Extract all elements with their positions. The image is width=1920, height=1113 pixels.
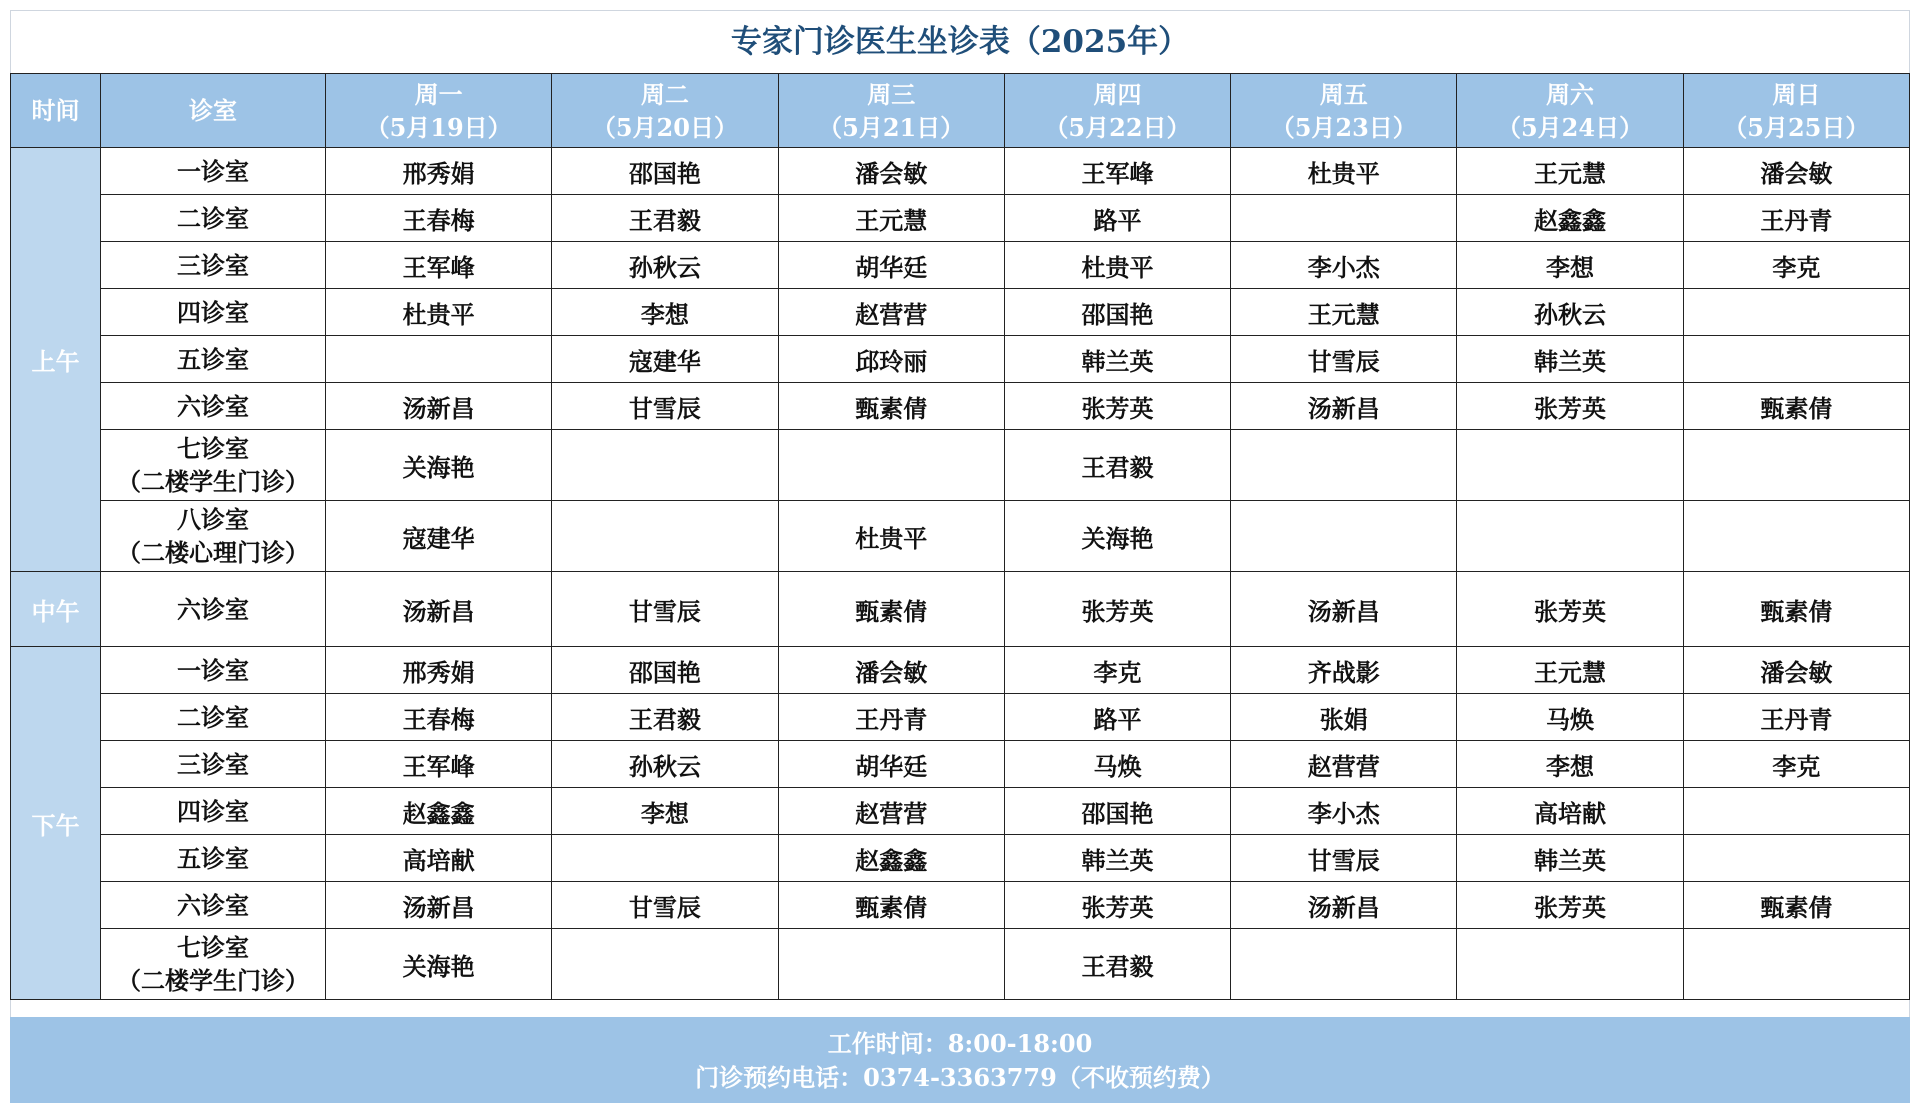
day-header xyxy=(1683,74,1909,148)
doctor-cell: 邱玲丽 xyxy=(778,336,1004,383)
day-date: （5月19日） xyxy=(365,112,512,142)
schedule-row xyxy=(11,383,1910,430)
doctor-cell: 潘会敏 xyxy=(1683,647,1909,694)
room-name: 八诊室 xyxy=(177,505,249,534)
doctor-cell: 王丹青 xyxy=(778,694,1004,741)
doctor-cell: 马焕 xyxy=(1004,741,1230,788)
room-header: 诊室 xyxy=(101,74,326,148)
room-cell xyxy=(101,430,326,501)
doctor-cell: 李想 xyxy=(552,289,778,336)
room-note: （二楼学生门诊） xyxy=(117,966,309,995)
doctor-cell: 赵营营 xyxy=(1231,741,1457,788)
doctor-cell: 孙秋云 xyxy=(552,242,778,289)
doctor-cell: 甘雪辰 xyxy=(1231,336,1457,383)
room-cell xyxy=(101,647,326,694)
doctor-cell: 邵国艳 xyxy=(552,647,778,694)
day-name: 周五 xyxy=(1319,79,1368,109)
room-cell xyxy=(101,501,326,572)
room-cell xyxy=(101,383,326,430)
doctor-cell: 关海艳 xyxy=(326,430,552,501)
doctor-cell: 王丹青 xyxy=(1683,195,1909,242)
working-hours: 工作时间：8:00-18:00 xyxy=(827,1029,1093,1058)
doctor-cell: 潘会敏 xyxy=(778,647,1004,694)
doctor-cell: 杜贵平 xyxy=(1004,242,1230,289)
doctor-cell: 胡华廷 xyxy=(778,242,1004,289)
room-name: 六诊室 xyxy=(177,391,249,421)
room-name: 五诊室 xyxy=(177,344,249,374)
doctor-cell: 潘会敏 xyxy=(1683,148,1909,195)
doctor-cell: 齐战影 xyxy=(1231,647,1457,694)
doctor-cell: 张芳英 xyxy=(1457,882,1683,929)
schedule-row xyxy=(11,501,1910,572)
room-name: 二诊室 xyxy=(177,203,249,233)
doctor-cell: 张娟 xyxy=(1231,694,1457,741)
doctor-cell xyxy=(1683,929,1909,1000)
doctor-cell: 韩兰英 xyxy=(1004,835,1230,882)
doctor-cell xyxy=(552,835,778,882)
doctor-cell xyxy=(1683,501,1909,572)
room-cell xyxy=(101,195,326,242)
schedule-table xyxy=(10,73,1910,1000)
doctor-cell: 张芳英 xyxy=(1004,572,1230,647)
doctor-cell xyxy=(1231,501,1457,572)
schedule-row xyxy=(11,572,1910,647)
doctor-cell xyxy=(1231,929,1457,1000)
schedule-row xyxy=(11,148,1910,195)
doctor-cell: 李想 xyxy=(552,788,778,835)
day-date: （5月24日） xyxy=(1496,112,1644,142)
day-date: （5月21日） xyxy=(818,112,965,142)
doctor-cell: 王元慧 xyxy=(778,195,1004,242)
doctor-cell: 寇建华 xyxy=(552,336,778,383)
doctor-cell: 邵国艳 xyxy=(1004,289,1230,336)
doctor-cell: 孙秋云 xyxy=(1457,289,1683,336)
doctor-cell xyxy=(1457,430,1683,501)
schedule-row xyxy=(11,430,1910,501)
doctor-cell xyxy=(552,501,778,572)
doctor-cell: 孙秋云 xyxy=(552,741,778,788)
doctor-cell xyxy=(1231,430,1457,501)
doctor-cell: 张芳英 xyxy=(1004,383,1230,430)
doctor-cell xyxy=(1457,501,1683,572)
doctor-cell: 王君毅 xyxy=(1004,929,1230,1000)
doctor-cell: 甘雪辰 xyxy=(1231,835,1457,882)
room-note: （二楼学生门诊） xyxy=(117,467,309,496)
day-name: 周一 xyxy=(414,79,463,109)
doctor-cell: 高培献 xyxy=(1457,788,1683,835)
doctor-cell: 王元慧 xyxy=(1457,647,1683,694)
schedule-row xyxy=(11,242,1910,289)
doctor-cell: 甄素倩 xyxy=(1683,383,1909,430)
schedule-row xyxy=(11,195,1910,242)
doctor-cell: 韩兰英 xyxy=(1457,336,1683,383)
room-name: 三诊室 xyxy=(177,749,249,779)
doctor-cell xyxy=(552,430,778,501)
doctor-cell: 胡华廷 xyxy=(778,741,1004,788)
doctor-cell xyxy=(1683,788,1909,835)
room-name: 一诊室 xyxy=(177,655,249,685)
doctor-cell: 韩兰英 xyxy=(1004,336,1230,383)
doctor-cell: 赵鑫鑫 xyxy=(1457,195,1683,242)
schedule-row xyxy=(11,929,1910,1000)
day-header xyxy=(1004,74,1230,148)
doctor-cell: 马焕 xyxy=(1457,694,1683,741)
doctor-cell: 邵国艳 xyxy=(1004,788,1230,835)
doctor-cell: 李想 xyxy=(1457,242,1683,289)
header-row xyxy=(11,74,1910,148)
period-label: 上午 xyxy=(11,148,101,572)
doctor-cell: 路平 xyxy=(1004,694,1230,741)
doctor-cell: 王君毅 xyxy=(552,195,778,242)
schedule-row xyxy=(11,647,1910,694)
day-header xyxy=(1457,74,1683,148)
day-header xyxy=(1231,74,1457,148)
doctor-cell: 李小杰 xyxy=(1231,242,1457,289)
doctor-cell: 张芳英 xyxy=(1457,572,1683,647)
schedule-body xyxy=(11,148,1910,1000)
room-cell xyxy=(101,788,326,835)
doctor-cell: 甄素倩 xyxy=(1683,882,1909,929)
room-cell xyxy=(101,242,326,289)
room-name: 六诊室 xyxy=(177,890,249,920)
room-cell xyxy=(101,929,326,1000)
schedule-row xyxy=(11,835,1910,882)
schedule-row xyxy=(11,694,1910,741)
period-label: 下午 xyxy=(11,647,101,1000)
doctor-cell: 李小杰 xyxy=(1231,788,1457,835)
doctor-cell: 李克 xyxy=(1004,647,1230,694)
day-date: （5月23日） xyxy=(1270,112,1417,142)
doctor-cell xyxy=(778,929,1004,1000)
appointment-phone: 门诊预约电话：0374-3363779（不收预约费） xyxy=(695,1063,1225,1092)
doctor-cell: 赵营营 xyxy=(778,788,1004,835)
day-name: 周四 xyxy=(1093,79,1142,109)
doctor-cell: 寇建华 xyxy=(326,501,552,572)
doctor-cell xyxy=(552,929,778,1000)
doctor-cell: 王军峰 xyxy=(326,741,552,788)
room-cell xyxy=(101,835,326,882)
doctor-cell: 甘雪辰 xyxy=(552,383,778,430)
doctor-cell: 关海艳 xyxy=(326,929,552,1000)
time-header: 时间 xyxy=(11,74,101,148)
room-name: 四诊室 xyxy=(177,297,249,327)
doctor-cell: 王军峰 xyxy=(326,242,552,289)
doctor-cell: 赵鑫鑫 xyxy=(326,788,552,835)
doctor-cell: 高培献 xyxy=(326,835,552,882)
room-name: 四诊室 xyxy=(177,796,249,826)
doctor-cell: 甄素倩 xyxy=(778,572,1004,647)
room-name: 三诊室 xyxy=(177,250,249,280)
schedule-row xyxy=(11,336,1910,383)
doctor-cell: 甘雪辰 xyxy=(552,882,778,929)
doctor-cell: 路平 xyxy=(1004,195,1230,242)
room-name: 一诊室 xyxy=(177,156,249,186)
period-label: 中午 xyxy=(11,572,101,647)
doctor-cell xyxy=(1683,289,1909,336)
page-title: 专家门诊医生坐诊表（2025年） xyxy=(730,24,1190,60)
day-header xyxy=(326,74,552,148)
doctor-cell: 王元慧 xyxy=(1457,148,1683,195)
day-header xyxy=(778,74,1004,148)
doctor-cell xyxy=(1683,430,1909,501)
doctor-cell: 汤新昌 xyxy=(326,383,552,430)
room-name: 六诊室 xyxy=(177,594,249,624)
doctor-cell: 赵鑫鑫 xyxy=(778,835,1004,882)
doctor-cell: 李克 xyxy=(1683,242,1909,289)
room-cell xyxy=(101,741,326,788)
room-name: 七诊室 xyxy=(177,434,249,463)
day-name: 周日 xyxy=(1772,79,1821,109)
room-name: 七诊室 xyxy=(177,933,249,962)
doctor-cell: 张芳英 xyxy=(1457,383,1683,430)
doctor-cell: 邵国艳 xyxy=(552,148,778,195)
schedule-row xyxy=(11,741,1910,788)
doctor-cell xyxy=(1683,336,1909,383)
doctor-cell: 杜贵平 xyxy=(778,501,1004,572)
day-date: （5月22日） xyxy=(1044,112,1191,142)
doctor-cell: 李克 xyxy=(1683,741,1909,788)
doctor-cell: 甄素倩 xyxy=(778,882,1004,929)
day-date: （5月25日） xyxy=(1723,112,1870,142)
doctor-cell: 汤新昌 xyxy=(1231,882,1457,929)
doctor-cell: 张芳英 xyxy=(1004,882,1230,929)
doctor-cell xyxy=(1231,195,1457,242)
doctor-cell: 赵营营 xyxy=(778,289,1004,336)
doctor-cell: 杜贵平 xyxy=(1231,148,1457,195)
doctor-cell: 甄素倩 xyxy=(778,383,1004,430)
room-cell xyxy=(101,694,326,741)
doctor-cell xyxy=(326,336,552,383)
doctor-cell: 甄素倩 xyxy=(1683,572,1909,647)
doctor-cell: 邢秀娟 xyxy=(326,148,552,195)
doctor-cell xyxy=(1457,929,1683,1000)
day-name: 周三 xyxy=(867,79,916,109)
room-name: 二诊室 xyxy=(177,702,249,732)
doctor-cell: 汤新昌 xyxy=(326,572,552,647)
day-name: 周二 xyxy=(640,79,689,109)
doctor-cell: 王春梅 xyxy=(326,195,552,242)
doctor-cell: 王春梅 xyxy=(326,694,552,741)
doctor-cell: 李想 xyxy=(1457,741,1683,788)
doctor-cell: 邢秀娟 xyxy=(326,647,552,694)
doctor-cell: 王君毅 xyxy=(1004,430,1230,501)
schedule-row xyxy=(11,882,1910,929)
room-cell xyxy=(101,572,326,647)
doctor-cell: 汤新昌 xyxy=(1231,383,1457,430)
doctor-cell xyxy=(1683,835,1909,882)
doctor-cell: 王丹青 xyxy=(1683,694,1909,741)
room-cell xyxy=(101,148,326,195)
doctor-cell: 汤新昌 xyxy=(1231,572,1457,647)
day-header xyxy=(552,74,778,148)
doctor-cell: 关海艳 xyxy=(1004,501,1230,572)
footer-banner xyxy=(10,1017,1910,1103)
doctor-cell: 潘会敏 xyxy=(778,148,1004,195)
room-cell xyxy=(101,336,326,383)
schedule-row xyxy=(11,788,1910,835)
room-cell xyxy=(101,882,326,929)
doctor-cell: 王军峰 xyxy=(1004,148,1230,195)
day-name: 周六 xyxy=(1546,79,1595,109)
doctor-cell: 王君毅 xyxy=(552,694,778,741)
doctor-cell: 韩兰英 xyxy=(1457,835,1683,882)
schedule-row xyxy=(11,289,1910,336)
doctor-cell: 汤新昌 xyxy=(326,882,552,929)
day-date: （5月20日） xyxy=(591,112,738,142)
doctor-cell: 杜贵平 xyxy=(326,289,552,336)
room-name: 五诊室 xyxy=(177,843,249,873)
doctor-cell: 甘雪辰 xyxy=(552,572,778,647)
room-note: （二楼心理门诊） xyxy=(117,538,309,567)
doctor-cell: 王元慧 xyxy=(1231,289,1457,336)
doctor-cell xyxy=(778,430,1004,501)
room-cell xyxy=(101,289,326,336)
